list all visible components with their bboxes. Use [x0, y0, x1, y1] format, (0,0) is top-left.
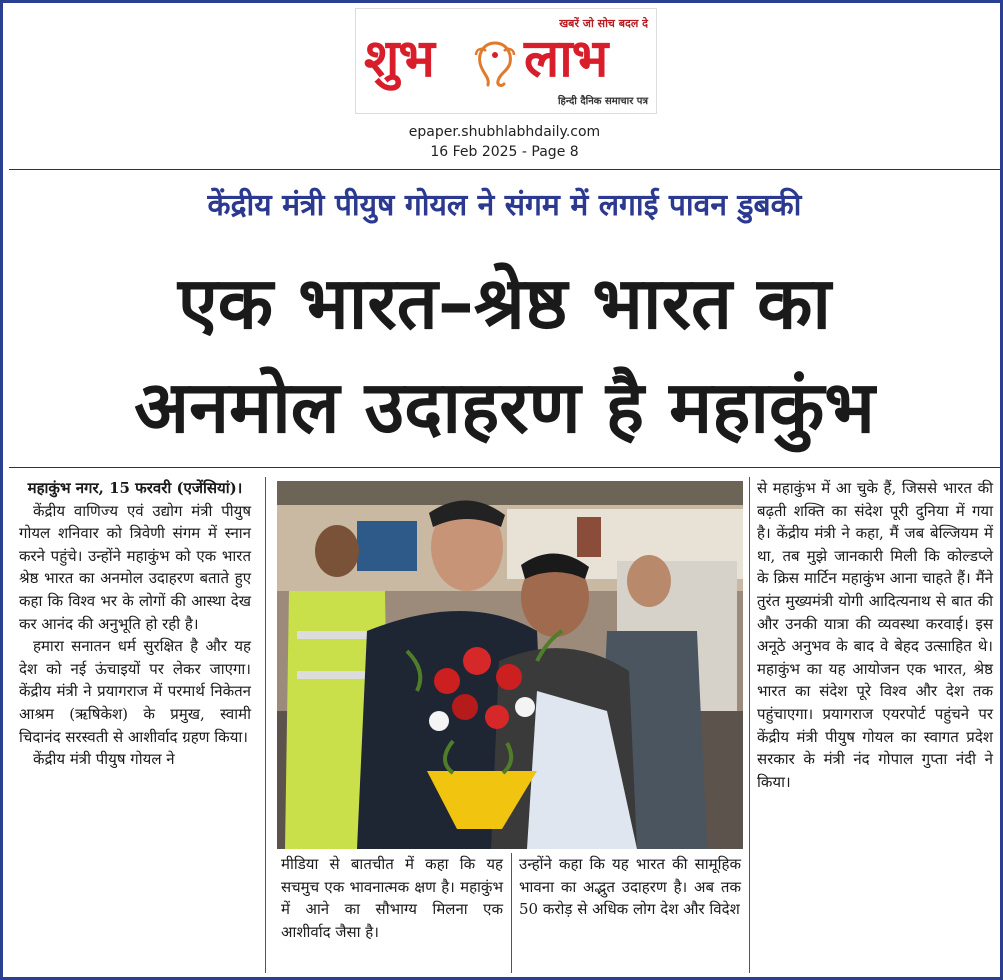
edition-url: epaper.shubhlabhdaily.com: [408, 124, 601, 140]
edition-date-page: 16 Feb 2025 - Page 8: [430, 144, 579, 160]
edition-info: [3, 122, 1003, 162]
article-dateline: महाकुंभ नगर, 15 फरवरी (एजेंसियां)।: [27, 479, 243, 497]
article-paragraph: हमारा सनातन धर्म सुरक्षित है और यह देश को नई ऊंचाइयों पर लेकर जाएगा। केंद्रीय मंत्री ने प्रयागराज में परमार्थ निकेतन आश्रम (ऋषिकेश) के प्रमुख, स्वामी चिदानंद सरस्वती से आशीर्वाद ग्रहण किया।: [19, 637, 251, 746]
header-rule: [9, 169, 1000, 170]
article-headline: [3, 251, 1003, 459]
article-paragraph: से महाकुंभ में आ चुके हैं, जिससे भारत की बढ़ती शक्ति का संदेश पूरी दुनिया में गया है। केंद्रीय मंत्री ने कहा, मैं जब बेल्जियम में था, तब मुझे जानकारी मिली कि कोल्डप्ले के क्रिस मार्टिन महाकुंभ आना चाहते हैं। मैंने तुरंत मुख्यमंत्री योगी आदित्यनाथ से बात की और उनकी यात्रा की व्यवस्था करवाई। इस अनूठे अनुभव के बाद वे बेहद उत्साहित थे। महाकुंभ का यह आयोजन एक भारत, श्रेष्ठ भारत का संदेश पूरे विश्व और देश तक पहुंचाएगा। प्रयागराज एयरपोर्ट पहुंचने पर केंद्रीय मंत्री पीयुष गोयल का स्वागत प्रदेश सरकार के मंत्री नंद गोपाल गुप्ता नंदी ने किया।: [757, 479, 993, 791]
headline-line-1: एक भारत–श्रेष्ठ भारत का: [177, 261, 832, 345]
photo-illustration: [277, 481, 743, 849]
logo-subtitle: हिन्दी दैनिक समाचार पत्र: [557, 96, 648, 107]
logo-word-labh: लाभ: [524, 29, 608, 89]
headline-line-2: अनमोल उदाहरण है महाकुंभ: [134, 365, 875, 449]
article-column-3: [519, 853, 741, 921]
column-divider: [511, 853, 512, 973]
article-paragraph: केंद्रीय मंत्री पीयुष गोयल ने: [33, 750, 175, 769]
article-kicker: केंद्रीय मंत्री पीयुष गोयल ने संगम में लगाई पावन डुबकी: [207, 188, 802, 223]
article-paragraph: केंद्रीय वाणिज्य एवं उद्योग मंत्री पीयुष गोयल शनिवार को त्रिवेणी संगम में स्नान करने पहुंचे। उन्होंने महाकुंभ को एक भारत श्रेष्ठ भारत का अनमोल उदाहरण बताते हुए कहा कि विश्व भर के लोगों की आस्था देख कर आनंद की अनुभूति हो रही है।: [19, 501, 251, 633]
ganesha-symbol-icon: [468, 37, 522, 91]
article-paragraph: मीडिया से बातचीत में कहा कि यह सचमुच एक भावनात्मक क्षण है। महाकुंभ में आने का सौभाग्य मिलना एक आशीर्वाद जैसा है।: [281, 855, 503, 941]
article-column-2: [281, 853, 503, 943]
article-column-1: [19, 477, 251, 771]
column-divider: [749, 477, 750, 973]
headline-rule: [9, 467, 1000, 468]
column-divider: [265, 477, 266, 973]
article-column-4: [757, 477, 993, 793]
masthead-logo: [355, 8, 657, 114]
logo-tagline: खबरें जो सोच बदल दे: [559, 17, 648, 30]
article-paragraph: उन्होंने कहा कि यह भारत की सामूहिक भावना का अद्भुत उदाहरण है। अब तक 50 करोड़ से अधिक लोग देश और विदेश: [519, 855, 741, 919]
logo-word-shubh: शुभ: [364, 29, 434, 89]
article-photo: [277, 481, 743, 849]
